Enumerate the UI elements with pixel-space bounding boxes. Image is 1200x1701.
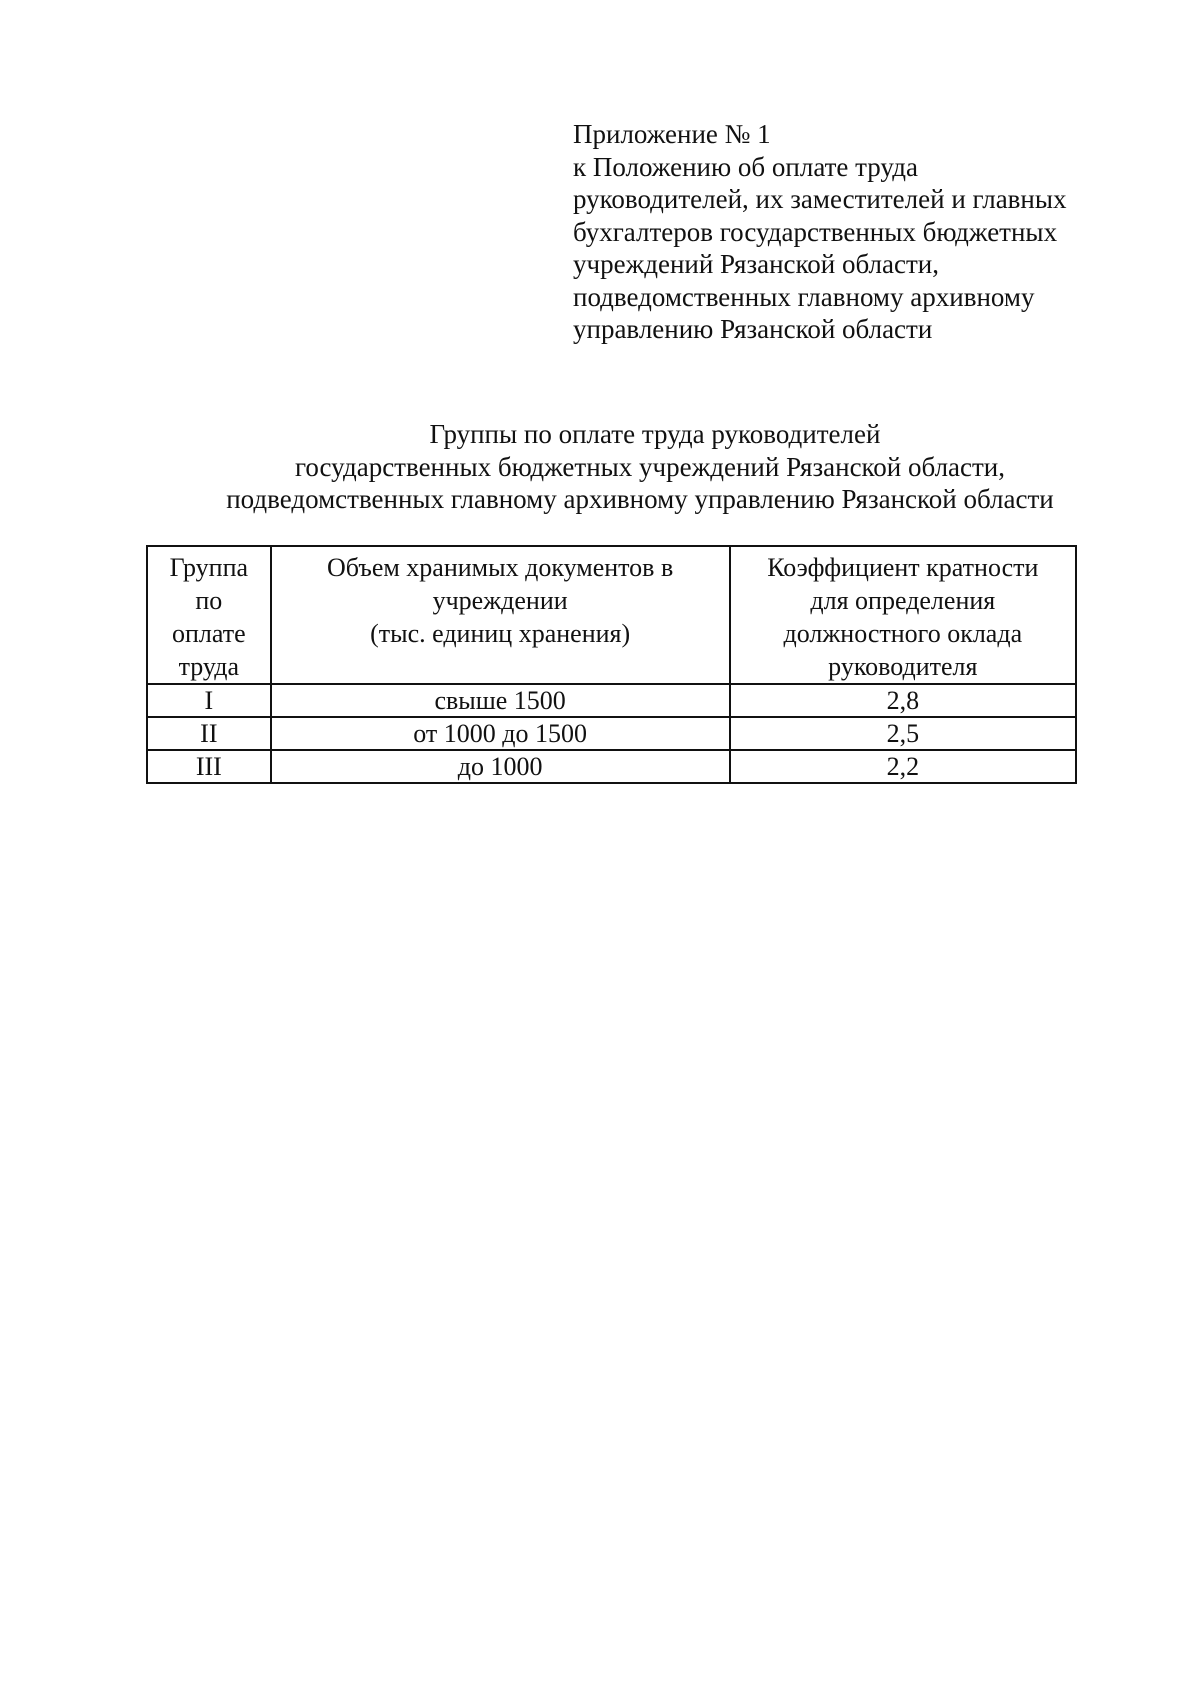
title-line: Группы по оплате труда руководителей: [429, 419, 881, 449]
table-row: [147, 684, 1076, 717]
appendix-line: бухгалтеров государственных бюджетных: [573, 216, 1058, 247]
appendix-line: подведомственных главному архивному: [573, 281, 1035, 312]
header-text: Группа: [169, 553, 249, 582]
appendix-line: учреждений Рязанской области,: [573, 249, 939, 279]
header-text: Объем хранимых документов в: [327, 553, 674, 582]
appendix-header: [573, 118, 1133, 346]
cell-group: III: [147, 750, 271, 783]
header-coefficient: [730, 546, 1076, 684]
header-text: оплате: [171, 619, 246, 648]
cell-group: I: [147, 684, 271, 717]
cell-volume: от 1000 до 1500: [271, 717, 730, 750]
appendix-line: руководителей, их заместителей и главных: [573, 184, 1067, 214]
header-group: [147, 546, 271, 684]
cell-group: II: [147, 717, 271, 750]
cell-coefficient: 2,5: [730, 717, 1076, 750]
header-volume: [271, 546, 730, 684]
document-title: [140, 418, 1140, 516]
header-text: учреждении: [432, 586, 568, 615]
table-row: [147, 750, 1076, 783]
appendix-line: к Положению об оплате труда: [573, 151, 918, 182]
header-text: должностного оклада: [783, 619, 1023, 648]
cell-volume: до 1000: [271, 750, 730, 783]
header-text: по: [195, 586, 223, 615]
header-text: Коэффициент кратности: [767, 553, 1039, 582]
appendix-line: управлению Рязанской области: [573, 314, 933, 344]
appendix-line: Приложение № 1: [573, 119, 771, 149]
title-line: государственных бюджетных учреждений Рязанской области,: [294, 451, 1006, 482]
table-header-row: [147, 546, 1076, 684]
header-text: труда: [178, 652, 240, 681]
cell-volume: свыше 1500: [271, 684, 730, 717]
header-text: для определения: [810, 586, 996, 615]
header-text: руководителя: [828, 652, 978, 681]
header-text: (тыс. единиц хранения): [370, 619, 631, 648]
pay-groups-table: [146, 545, 1077, 784]
title-line: подведомственных главному архивному управлению Рязанской области: [226, 484, 1054, 514]
table-row: [147, 717, 1076, 750]
cell-coefficient: 2,8: [730, 684, 1076, 717]
cell-coefficient: 2,2: [730, 750, 1076, 783]
